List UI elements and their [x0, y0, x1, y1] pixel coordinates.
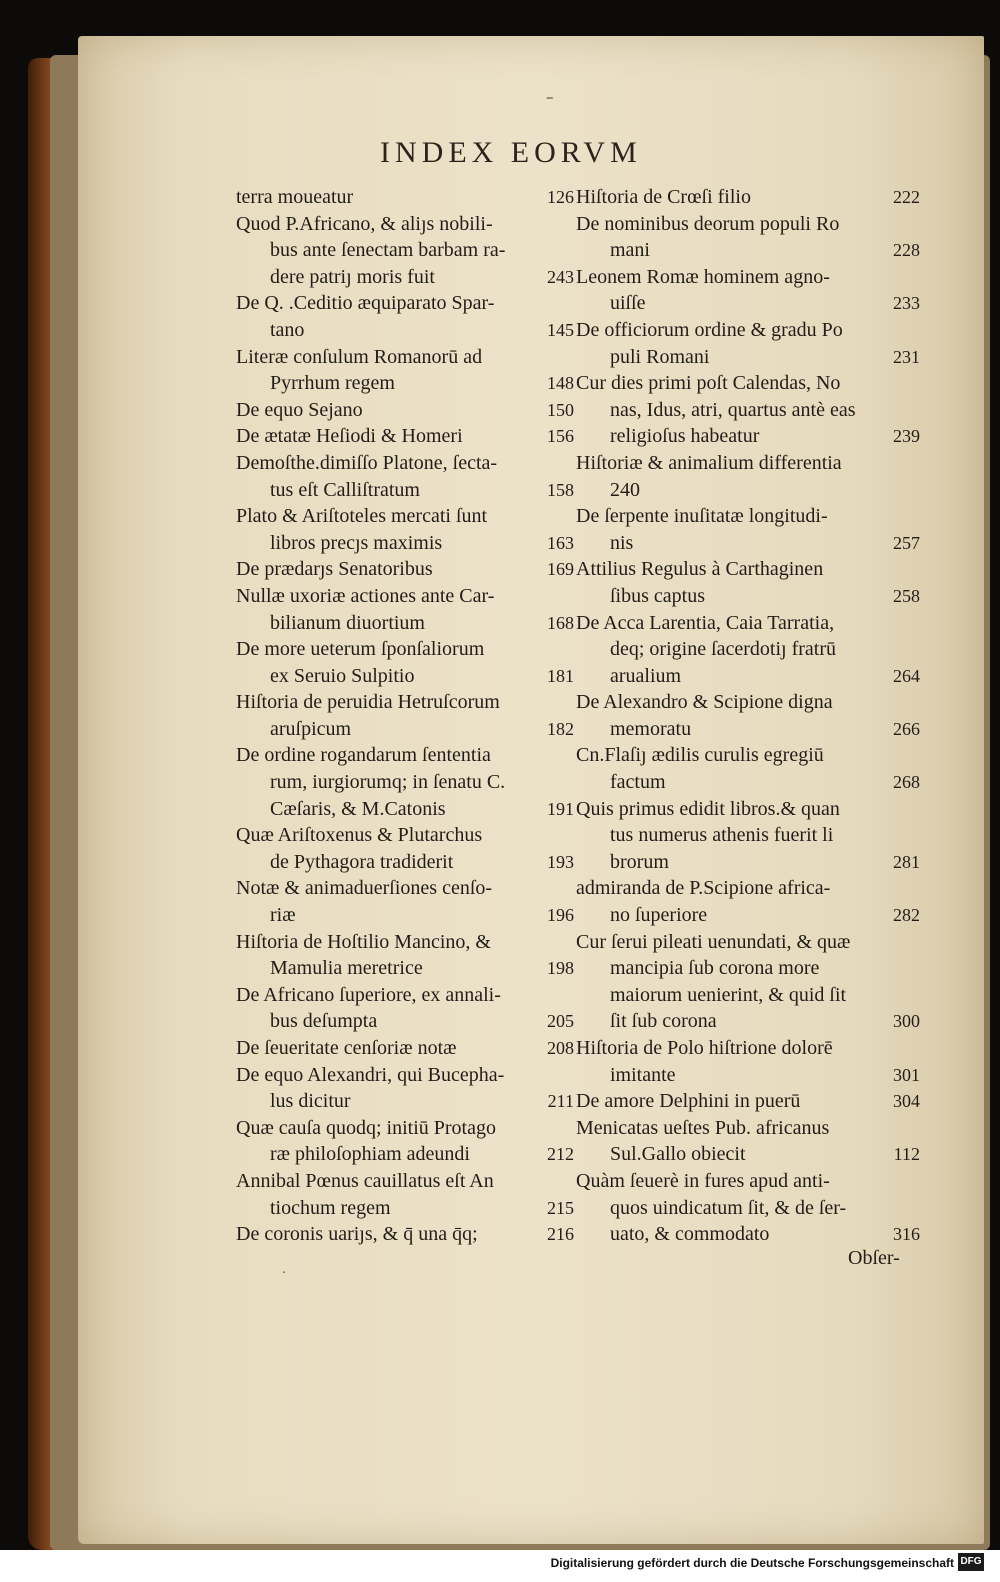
running-head: INDEX EORVM — [380, 136, 642, 169]
index-entry-text: Plato & Ariſtoteles mercati ſunt — [236, 505, 488, 528]
index-entry-text: De equo Alexandri, qui Bucepha- — [236, 1063, 505, 1086]
index-entry-page-number: 181 — [547, 665, 574, 686]
index-entry-text: dere patriȷ moris fuit — [270, 265, 435, 288]
index-entry-text: riæ — [270, 904, 296, 927]
index-entry-text: mani — [610, 239, 650, 262]
catchword: Obſer- — [848, 1247, 900, 1269]
index-entry-line — [236, 211, 574, 238]
index-entry-text: Cur ſerui pileati uenundati, & quæ — [576, 930, 851, 953]
index-entry-line — [236, 902, 574, 929]
index-entry-line — [576, 955, 920, 982]
index-entry-line — [576, 663, 920, 690]
index-entry-line — [236, 237, 574, 264]
index-entry-text: Hiſtoria de Polo hiſtrione dolorē — [576, 1037, 833, 1059]
index-entry-line — [576, 450, 920, 477]
index-entry-text: Quæ cauſa quodq; initiū Protago — [236, 1116, 496, 1139]
index-entry-line — [236, 610, 574, 637]
index-entry-line — [576, 1062, 920, 1089]
index-entry-line — [576, 1088, 920, 1115]
index-entry-page-number: 150 — [547, 399, 574, 420]
index-entry-text: Quod P.Africano, & aliȷs nobili- — [236, 212, 493, 235]
index-entry-page-number: 233 — [893, 293, 920, 314]
index-entry-text: rum, iurgiorumq; in ſenatu C. — [270, 771, 506, 794]
index-entry-line — [576, 716, 920, 743]
index-entry-text: factum — [610, 771, 666, 794]
index-entry-line — [576, 530, 920, 557]
index-entry-text: Cur dies primi poſt Calendas, No — [576, 372, 841, 395]
index-entry-text: bilianum diuortium — [270, 611, 425, 634]
index-entry-text: Hiſtoriæ & animalium differentia — [576, 451, 842, 474]
index-entry-line — [236, 636, 574, 663]
index-entry-line — [236, 769, 574, 796]
index-entry-page-number: 205 — [547, 1011, 574, 1032]
index-entry-line — [576, 344, 920, 371]
index-entry-text: De amore Delphini in puerū — [576, 1090, 801, 1113]
index-entry-text: Sul.Gallo obiecit — [610, 1143, 746, 1166]
index-entry-text: quos uindicatum ſit, & de ſer- — [610, 1196, 847, 1219]
index-entry-line — [236, 716, 574, 743]
index-entry-text: De more ueterum ſponſaliorum — [236, 638, 485, 661]
index-entry-text: Annibal Pœnus cauillatus eſt An — [236, 1169, 494, 1192]
index-entry-line — [236, 1088, 574, 1115]
index-entry-text: De ætatæ Heſiodi & Homeri — [236, 425, 463, 448]
index-entry-text: puli Romani — [610, 345, 710, 368]
index-entry-page-number: 182 — [547, 718, 574, 739]
index-entry-line — [236, 1221, 574, 1248]
index-entry-line — [576, 982, 920, 1009]
index-entry-line — [576, 1008, 920, 1035]
index-entry-line — [236, 344, 574, 371]
index-entry-line — [576, 583, 920, 610]
index-entry-text: memoratu — [610, 717, 692, 740]
index-entry-text: Hiſtoria de Crœſi filio — [576, 186, 751, 208]
index-entry-line — [576, 929, 920, 956]
index-entry-text: De prædarȷs Senatoribus — [236, 558, 433, 581]
index-entry-text: arualium — [610, 664, 682, 687]
index-entry-page-number: 169 — [547, 559, 574, 580]
index-entry-line — [236, 556, 574, 583]
index-entry-text: Hiſtoria de Hoſtilio Mancino, & — [236, 930, 491, 953]
index-entry-line — [236, 370, 574, 397]
index-entry-text: Pyrrhum regem — [270, 372, 395, 395]
index-entry-text: 240 — [610, 478, 640, 501]
index-entry-text: De equo Sejano — [236, 398, 363, 421]
index-entry-page-number: 301 — [893, 1064, 920, 1085]
index-entry-text: Cn.Flaſiȷ ædilis curulis egregiū — [576, 744, 824, 767]
index-entry-page-number: 282 — [893, 905, 920, 926]
index-entry-text: deq; origine ſacerdotiȷ fratrū — [610, 638, 837, 661]
index-entry-line — [576, 902, 920, 929]
index-entry-text: De ſerpente inuſitatæ longitudi- — [576, 505, 828, 528]
index-entry-text: nas, Idus, atri, quartus antè eas — [610, 398, 856, 421]
index-entry-text: imitante — [610, 1063, 676, 1086]
index-entry-text: uiſſe — [610, 292, 646, 315]
index-entry-text: De ordine rogandarum ſententia — [236, 744, 491, 767]
index-entry-line — [236, 689, 574, 716]
index-entry-text: Quàm ſeuerè in fures apud anti- — [576, 1169, 830, 1192]
index-entry-text: de Pythagora tradiderit — [270, 850, 454, 873]
index-entry-text: De Acca Larentia, Caia Tarratia, — [576, 611, 835, 634]
index-entry-page-number: 216 — [547, 1224, 574, 1245]
index-entry-line — [236, 849, 574, 876]
index-entry-text: maiorum uenierint, & quid ſit — [610, 983, 847, 1006]
index-entry-text: Quis primus edidit libros.& quan — [576, 797, 840, 820]
index-entry-page-number: 168 — [547, 612, 574, 633]
index-entry-page-number: 126 — [547, 187, 574, 207]
index-entry-page-number: 264 — [893, 665, 920, 686]
index-entry-line — [236, 530, 574, 557]
index-entry-line — [576, 1168, 920, 1195]
index-entry-text: tus numerus athenis fuerit li — [610, 824, 834, 847]
index-entry-text: ræ philoſophiam adeundi — [270, 1143, 470, 1166]
index-entry-line — [236, 982, 574, 1009]
index-entry-line — [236, 290, 574, 317]
index-entry-line — [236, 1195, 574, 1222]
index-entry-text: religioſus habeatur — [610, 425, 760, 448]
index-entry-line — [236, 317, 574, 344]
index-entry-text: Cæſaris, & M.Catonis — [270, 797, 446, 820]
index-entry-page-number: 304 — [893, 1091, 920, 1112]
index-entry-line — [576, 477, 920, 504]
index-entry-line — [236, 423, 574, 450]
index-entry-page-number: 222 — [893, 187, 920, 207]
index-entry-text: De Alexandro & Scipione digna — [576, 691, 833, 714]
index-entry-page-number: 228 — [893, 240, 920, 261]
index-entry-text: uato, & commodato — [610, 1223, 770, 1246]
index-entry-page-number: 231 — [893, 346, 920, 367]
index-entry-text: Mamulia meretrice — [270, 957, 423, 980]
index-entry-line — [576, 1115, 920, 1142]
index-entry-text: tus eſt Calliſtratum — [270, 478, 420, 501]
index-entry-line — [576, 689, 920, 716]
index-entry-text: brorum — [610, 850, 669, 873]
index-entry-line — [236, 397, 574, 424]
index-entry-line — [576, 1195, 920, 1222]
index-entry-page-number: 268 — [893, 772, 920, 793]
index-entry-page-number: 266 — [893, 718, 920, 739]
index-entry-line — [236, 822, 574, 849]
index-entry-line — [576, 211, 920, 238]
index-entry-page-number: 257 — [893, 532, 920, 553]
index-entry-line — [236, 663, 574, 690]
index-entry-line — [576, 317, 920, 344]
index-entry-page-number: 198 — [547, 958, 574, 979]
index-entry-text: De ſeueritate cenſoriæ notæ — [236, 1037, 457, 1059]
index-entry-text: libros precȷs maximis — [270, 531, 443, 554]
page-mark: – — [546, 88, 554, 106]
index-column-left — [236, 184, 574, 1248]
index-entry-text: bus ante ſenectam barbam ra- — [270, 239, 506, 262]
index-entry-text: Notæ & animaduerſiones cenſo- — [236, 877, 493, 900]
index-entry-text: nis — [610, 531, 634, 554]
index-entry-line — [236, 875, 574, 902]
index-entry-line — [576, 503, 920, 530]
index-entry-line — [576, 370, 920, 397]
index-entry-text: Demoſthe.dimiſſo Platone, ſecta- — [236, 451, 498, 474]
index-entry-line — [236, 1035, 574, 1062]
index-entry-text: De officiorum ordine & gradu Po — [576, 318, 843, 341]
index-entry-page-number: 163 — [547, 532, 574, 553]
index-entry-page-number: 281 — [893, 851, 920, 872]
index-entry-page-number: 145 — [547, 319, 574, 340]
index-entry-line — [236, 184, 574, 211]
index-entry-line — [236, 264, 574, 291]
index-entry-line — [576, 184, 920, 211]
index-entry-line — [236, 503, 574, 530]
index-entry-line — [576, 1035, 920, 1062]
index-entry-line — [236, 1115, 574, 1142]
index-entry-text: Literæ conſulum Romanorū ad — [236, 345, 483, 368]
index-entry-line — [576, 237, 920, 264]
index-entry-page-number: 211 — [547, 1091, 574, 1112]
index-entry-line — [236, 1062, 574, 1089]
index-entry-page-number: 212 — [547, 1144, 574, 1165]
index-entry-page-number: 316 — [893, 1224, 920, 1245]
index-entry-line — [236, 450, 574, 477]
index-entry-line — [576, 610, 920, 637]
index-entry-line — [576, 556, 920, 583]
index-entry-text: ſibus captus — [610, 584, 705, 607]
index-entry-text: Menicatas ueſtes Pub. africanus — [576, 1116, 830, 1139]
index-entry-line — [576, 875, 920, 902]
index-entry-page-number: 112 — [893, 1144, 920, 1165]
footer-credit: Digitalisierung gefördert durch die Deutsche Forschungsgemeinschaft — [550, 1556, 954, 1570]
index-entry-line — [576, 264, 920, 291]
index-entry-line — [236, 1008, 574, 1035]
index-entry-text: tiochum regem — [270, 1196, 391, 1219]
index-entry-page-number: 156 — [547, 426, 574, 447]
index-entry-line — [236, 929, 574, 956]
index-entry-page-number: 191 — [547, 798, 574, 819]
index-entry-text: De coronis uariȷs, & q̄ una q̄q; — [236, 1223, 478, 1246]
index-entry-text: lus dicitur — [270, 1090, 351, 1113]
index-entry-line — [576, 822, 920, 849]
index-entry-page-number: 158 — [547, 479, 574, 500]
index-entry-page-number: 243 — [547, 266, 574, 287]
index-entry-line — [576, 1221, 920, 1248]
index-entry-text: De Africano ſuperiore, ex annali- — [236, 983, 501, 1006]
index-entry-page-number: 258 — [893, 585, 920, 606]
index-entry-text: Hiſtoria de peruidia Hetruſcorum — [236, 691, 500, 714]
index-entry-line — [236, 955, 574, 982]
index-entry-line — [236, 1141, 574, 1168]
index-entry-line — [576, 397, 920, 424]
index-entry-text: De nominibus deorum populi Ro — [576, 212, 840, 235]
index-entry-text: admiranda de P.Scipione africa- — [576, 877, 831, 900]
index-entry-line — [576, 769, 920, 796]
index-entry-line — [236, 1168, 574, 1195]
index-entry-page-number: 193 — [547, 851, 574, 872]
index-entry-text: bus deſumpta — [270, 1010, 378, 1033]
index-entry-line — [236, 742, 574, 769]
dfg-logo-icon: DFG — [958, 1553, 984, 1571]
index-entry-page-number: 300 — [893, 1011, 920, 1032]
index-entry-line — [576, 796, 920, 823]
index-entry-text: Nullæ uxoriæ actiones ante Car- — [236, 584, 495, 607]
index-entry-line — [576, 290, 920, 317]
signature-mark: . — [282, 1262, 286, 1276]
index-entry-line — [236, 477, 574, 504]
index-column-right — [576, 184, 920, 1248]
index-entry-line — [576, 636, 920, 663]
index-entry-page-number: 208 — [547, 1038, 574, 1058]
index-entry-text: De Q. .Ceditio æquiparato Spar- — [236, 292, 495, 315]
index-entry-line — [236, 583, 574, 610]
index-entry-text: terra moueatur — [236, 186, 354, 208]
index-entry-line — [576, 742, 920, 769]
index-entry-text: Attilius Regulus à Carthaginen — [576, 558, 824, 581]
index-entry-text: tano — [270, 318, 305, 341]
index-entry-page-number: 215 — [547, 1197, 574, 1218]
index-entry-text: mancipia ſub corona more — [610, 957, 820, 980]
index-entry-page-number: 148 — [547, 373, 574, 394]
index-entry-text: aruſpicum — [270, 717, 352, 740]
index-entry-line — [576, 1141, 920, 1168]
index-entry-text: no ſuperiore — [610, 904, 708, 927]
index-entry-line — [236, 796, 574, 823]
index-entry-text: ex Seruio Sulpitio — [270, 664, 415, 687]
index-entry-text: Leonem Romæ hominem agno- — [576, 265, 830, 288]
index-entry-line — [576, 849, 920, 876]
index-entry-text: ſit ſub corona — [610, 1010, 717, 1033]
index-entry-page-number: 239 — [893, 426, 920, 447]
index-entry-line — [576, 423, 920, 450]
index-entry-text: Quæ Ariſtoxenus & Plutarchus — [236, 824, 483, 847]
index-entry-page-number: 196 — [547, 905, 574, 926]
